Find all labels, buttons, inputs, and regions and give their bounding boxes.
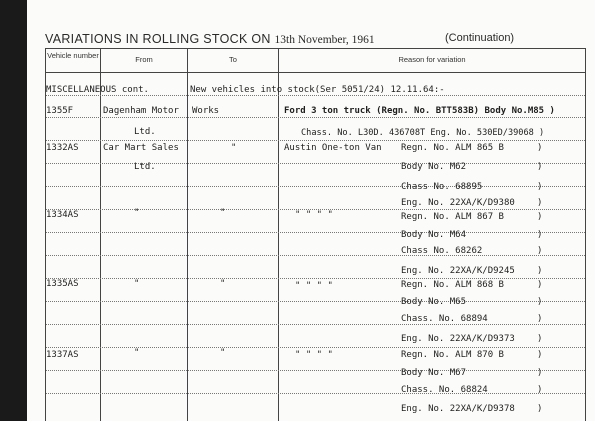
col-divider-1	[100, 48, 101, 421]
ruled-line	[46, 95, 585, 96]
body-number: Body No. M64	[401, 230, 467, 240]
bracket-mark: )	[537, 162, 543, 172]
bracket-mark: )	[537, 314, 543, 324]
section-title: MISCELLANEOUS cont.	[46, 85, 149, 95]
bracket-mark: )	[537, 198, 543, 208]
ruled-line	[46, 186, 585, 187]
from-cell-cont: Ltd.	[134, 127, 156, 137]
regn-number: Regn. No. ALM 867 B	[401, 212, 504, 222]
reason-ditto: " " " "	[295, 210, 333, 220]
col-divider-3	[278, 48, 279, 421]
from-cell: Dagenham Motor	[103, 106, 179, 116]
col-divider-2	[187, 48, 188, 421]
from-cell: "	[134, 279, 140, 289]
reason-cell: Ford 3 ton truck (Regn. No. BTT583B) Body No.M85 )	[284, 106, 555, 116]
bracket-mark: )	[537, 212, 543, 222]
title-text: VARIATIONS IN ROLLING STOCK ON	[45, 32, 271, 46]
body-number: Body No. M65	[401, 297, 467, 307]
to-cell: "	[220, 208, 226, 218]
to-cell: "	[231, 143, 237, 153]
bracket-mark: )	[537, 280, 543, 290]
from-cell: "	[134, 348, 140, 358]
bracket-mark: )	[537, 404, 543, 414]
bracket-mark: )	[537, 230, 543, 240]
ruled-line	[46, 370, 585, 371]
bracket-mark: )	[537, 266, 543, 276]
continuation-label: (Continuation)	[445, 32, 515, 44]
from-cell: Car Mart Sales	[103, 143, 179, 153]
bracket-mark: )	[537, 350, 543, 360]
from-cell-cont: Ltd.	[134, 162, 156, 172]
ruled-line	[46, 278, 585, 279]
vehicle-number: 1332AS	[46, 143, 79, 153]
reason-desc: Austin One-ton Van	[284, 143, 382, 153]
bracket-mark: )	[537, 182, 543, 192]
ruled-line	[46, 393, 585, 394]
engine-number: Eng. No. 22XA/K/D9380	[401, 198, 515, 208]
chassis-number: Chass. No. 68824	[401, 385, 488, 395]
chassis-number: Chass No. 68895	[401, 182, 483, 192]
chassis-number: Chass No. 68262	[401, 246, 483, 256]
bracket-mark: )	[537, 246, 543, 256]
section-note: New vehicles into stock(Ser 5051/24) 12.11.64:-	[190, 85, 445, 95]
col-header-to: To	[229, 55, 237, 64]
header-bottom-rule	[45, 72, 586, 73]
table-top-rule	[45, 48, 586, 49]
bracket-mark: )	[537, 297, 543, 307]
bracket-mark: )	[537, 143, 543, 153]
reason-ditto: " " " "	[295, 281, 333, 291]
engine-number: Eng. No. 22XA/K/D9373	[401, 334, 515, 344]
col-header-reason: Reason for variation	[398, 55, 466, 64]
bracket-mark: )	[537, 334, 543, 344]
ruled-line	[46, 347, 585, 348]
reason-ditto: " " " "	[295, 350, 333, 360]
vehicle-number: 1335AS	[46, 279, 79, 289]
ruled-line	[46, 324, 585, 325]
ruled-line	[46, 117, 585, 118]
regn-number: Regn. No. ALM 868 B	[401, 280, 504, 290]
ruled-line	[46, 232, 585, 233]
regn-number: Regn. No. ALM 865 B	[401, 143, 504, 153]
vehicle-number: 1355F	[46, 106, 74, 116]
bracket-mark: )	[537, 385, 543, 395]
vehicle-number: 1334AS	[46, 210, 79, 220]
table-right-rule	[585, 48, 586, 421]
reason-cell-cont: Chass. No. L30D. 436708T Eng. No. 530ED/39068 )	[301, 128, 545, 138]
title-date: 13th November, 1961	[274, 34, 375, 46]
to-cell: "	[220, 279, 226, 289]
regn-number: Regn. No. ALM 870 B	[401, 350, 504, 360]
ruled-line	[46, 301, 585, 302]
vehicle-number: 1337AS	[46, 350, 79, 360]
to-cell: "	[220, 348, 226, 358]
to-cell: Works	[192, 106, 220, 116]
bracket-mark: )	[537, 368, 543, 378]
col-header-from: From	[135, 55, 153, 64]
from-cell: "	[134, 208, 140, 218]
ruled-line	[46, 163, 585, 164]
body-number: Body No. M62	[401, 162, 467, 172]
engine-number: Eng. No. 22XA/K/D9378	[401, 404, 515, 414]
scan-edge	[0, 0, 27, 421]
table-left-rule	[45, 48, 46, 421]
col-header-vehicle: Vehicle number	[47, 51, 99, 60]
chassis-number: Chass. No. 68894	[401, 314, 488, 324]
engine-number: Eng. No. 22XA/K/D9245	[401, 266, 515, 276]
ruled-line	[46, 140, 585, 141]
page-title	[45, 32, 375, 46]
ruled-line	[46, 255, 585, 256]
body-number: Body No. M67	[401, 368, 467, 378]
